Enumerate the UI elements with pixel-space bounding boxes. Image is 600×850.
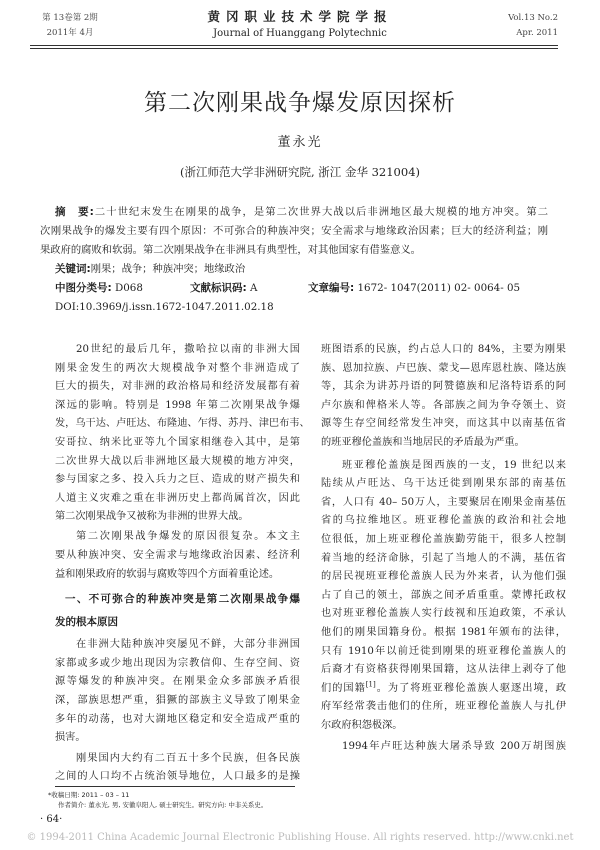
text-line: 要从种族冲突、安全需求与地缘政治因素、经济利 xyxy=(55,550,300,562)
header-rule-bottom xyxy=(30,48,558,49)
classification-label: 中图分类号: xyxy=(55,282,112,294)
text-line xyxy=(321,680,566,699)
text-line: 刚果金发生的两次大规模战争对整个非洲造成了 xyxy=(55,362,300,374)
volume-info xyxy=(478,11,558,41)
journal-name-cn: 黄冈职业技术学院学报 xyxy=(207,9,393,24)
text-line: 族、恩加拉族、卢巴族、蒙戈—恩库恩杜族、隆达族 xyxy=(321,362,566,374)
text-line: 只有 1910年以前迁徙到刚果的班亚穆伦盖族人的 xyxy=(321,645,566,657)
doi: DOI:10.3969/j.issn.1672-1047.2011.02.18 xyxy=(55,301,274,313)
text-line: 安哥拉、纳米比亚等九个国家相继卷入其中，是第 xyxy=(55,436,300,448)
text-line: 益和刚果政府的软弱与腐败等四个方面着重论述。 xyxy=(55,568,280,580)
watermark: © 1994-2011 China Academic Journal Electronic Publishing House. All rights reserved. http://www.cnki.net xyxy=(26,832,574,843)
text-line: 府军经常袭击他们的住所，班亚穆伦盖族人与扎伊 xyxy=(321,701,566,713)
text-line: 刚果国内大约有二百五十多个民族，但各民族 xyxy=(76,752,300,764)
abstract-label: 摘 要: xyxy=(55,206,94,218)
text-line: 二次世界大战以后非洲地区最大规模的地方冲突， xyxy=(55,455,300,467)
text-line: 省，人口有 40– 50万人，主要聚居在刚果金南基伍 xyxy=(321,496,566,508)
abstract-line: 次刚果战争的爆发主要有四个原因：不可弥合的种族冲突；安全需求与地缘政治因素；巨大的经济利益；刚 xyxy=(40,225,548,237)
journal-name xyxy=(150,8,450,42)
paper-title: 第二次刚果战争爆发原因探析 xyxy=(144,90,456,116)
document-code xyxy=(190,279,257,297)
article-number-value: 1672- 1047(2011) 02- 0064- 05 xyxy=(357,282,521,294)
volume-date: Apr. 2011 xyxy=(516,28,558,38)
text-segment: 们的国籍 xyxy=(321,682,366,694)
text-line: 的班亚穆伦盖族和当地居民的矛盾最为严重。 xyxy=(321,436,525,448)
classification-value: D068 xyxy=(114,282,143,294)
text-line: 之间的人口均不占统治领导地位，人口最多的是操 xyxy=(55,771,300,783)
right-column xyxy=(321,341,566,757)
text-line: 家都或多或少地出现因为宗教信仰、生存空间、资 xyxy=(55,657,300,669)
issue-info xyxy=(30,11,110,41)
paragraph xyxy=(55,528,300,584)
text-line: 的居民视班亚穆伦盖族人民为外来者，认为他们强 xyxy=(321,571,566,583)
text-line: 损害。 xyxy=(55,732,86,744)
text-line: 占了自己的领土，部族之间矛盾重重。蒙博托政权 xyxy=(321,589,566,601)
document-code-value: A xyxy=(249,282,258,294)
received-date: *收稿日期: 2011 – 03 – 11 xyxy=(48,791,130,799)
text-line: 深，部族思想严重，猖獗的部族主义导致了刚果金 xyxy=(55,695,300,706)
issue-number: 第 13卷第 2期 xyxy=(42,13,98,23)
header-rule-top xyxy=(30,45,558,46)
affiliation: (浙江师范大学非洲研究院, 浙江 金华 321004) xyxy=(180,165,420,179)
paragraph xyxy=(55,750,300,787)
paragraph xyxy=(55,341,310,527)
text-line: 源等爆发的种族冲突。在刚果金众多部族矛盾很 xyxy=(55,676,300,688)
article-number-label: 文章编号: xyxy=(308,282,355,294)
classification xyxy=(55,279,143,297)
paragraph xyxy=(321,457,566,736)
text-line: 他们的刚果国籍身份。根据 1981年颁布的法律， xyxy=(321,626,566,638)
text-line: 第二次刚果战争又被称为非洲的世界大战。 xyxy=(55,511,249,523)
citation-ref: [1] xyxy=(365,680,376,689)
abstract-line: 果政府的腐败和软弱。第二次刚果战争在非洲具有典型性，对其他国家有借鉴意义。 xyxy=(40,244,421,256)
text-line: 人道主义灾难之重在非洲历史上都尚属首次，因此 xyxy=(55,492,300,504)
article-number xyxy=(308,279,520,297)
text-line: 着当地的经济命脉，引起了当地人的不满，基伍省 xyxy=(321,552,566,564)
text-line: 位很低，加上班亚穆伦盖族勤劳能干，很多人控制 xyxy=(321,533,566,545)
text-line: 深远的影响。特别是 1998 年第二次刚果战争爆 xyxy=(55,399,300,411)
keywords-label: 关键词: xyxy=(55,263,91,275)
paragraph xyxy=(321,341,566,453)
text-line: 也对班亚穆伦盖族人实行歧视和压迫政策，不承认 xyxy=(321,608,566,620)
author-name: 董永光 xyxy=(277,135,323,150)
text-line: 源等生存空间经常发生冲突，而这其中以南基伍省 xyxy=(321,418,566,430)
footnote-rule xyxy=(55,786,295,787)
text-line: 陆续从卢旺达、乌干达迁徙到刚果东部的南基伍 xyxy=(321,478,566,490)
keywords-value: 刚果；战争；种族冲突；地缘政治 xyxy=(90,263,246,275)
abstract xyxy=(40,203,548,260)
left-column xyxy=(55,341,310,787)
abstract-text: 二十世纪末发生在刚果的战争，是第二次世界大战以后非洲地区最大规模的地方冲突。第二 xyxy=(93,206,549,218)
keywords xyxy=(55,260,245,278)
text-line: 班亚穆伦盖族是图西族的一支，19 世纪以来 xyxy=(342,459,566,471)
heading-line: 一、不可弥合的种族冲突是第二次刚果战争爆 xyxy=(65,593,300,606)
text-line: 班图语系的民族，约占总人口的 84%，主要为刚果 xyxy=(321,344,566,355)
paragraph xyxy=(321,738,566,757)
text-line: 第二次刚果战争爆发的原因很复杂。本文主 xyxy=(76,531,300,543)
text-line: 后裔才有资格获得刚果国籍，这从法律上剥夺了他 xyxy=(321,664,566,676)
document-code-label: 文献标识码: xyxy=(190,282,247,294)
abstract-line xyxy=(40,203,548,222)
text-line: 20世纪的最后几年，撒哈拉以南的非洲大国 xyxy=(76,344,300,355)
text-line: 1994年卢旺达种族大屠杀导致 200万胡图族 xyxy=(342,741,566,753)
issue-date: 2011年 4月 xyxy=(46,28,94,38)
section-heading xyxy=(55,588,300,633)
paragraph xyxy=(55,636,300,748)
author-bio: 作者简介: 董永光, 男, 安徽阜阳人, 硕士研究生。研究方向: 中非关系史。 xyxy=(58,801,268,809)
text-line: 巨大的损失，对非洲的政治格局和经济发展都有着 xyxy=(55,381,300,393)
volume-number: Vol.13 No.2 xyxy=(508,13,558,23)
heading-line: 发的根本原因 xyxy=(55,615,118,628)
page-number: · 64· xyxy=(40,814,63,825)
text-line: 发，乌干达、卢旺达、布隆迪、乍得、苏丹、津巴布韦、 xyxy=(55,418,310,430)
text-line: 在非洲大陆种族冲突屡见不鲜，大部分非洲国 xyxy=(76,639,300,651)
text-line: 尔政府积怨极深。 xyxy=(321,719,403,731)
text-line: 卢尔族和俾格米人等。各部族之间为争夺领土、资 xyxy=(321,399,566,411)
text-line: 参与国家之多、投入兵力之巨、造成的财产损失和 xyxy=(55,474,300,486)
text-line: 省的乌拉维地区。班亚穆伦盖族的政治和社会地 xyxy=(321,515,566,527)
text-line: 多年的动荡，也对大湖地区稳定和安全造成严重的 xyxy=(55,713,300,725)
text-segment: 。为了将班亚穆伦盖族人驱逐出境，政 xyxy=(375,682,567,694)
journal-name-en: Journal of Huanggang Polytechnic xyxy=(213,28,387,39)
text-line: 等，其余为讲苏丹语的阿赞德族和尼洛特语系的阿 xyxy=(321,381,566,393)
